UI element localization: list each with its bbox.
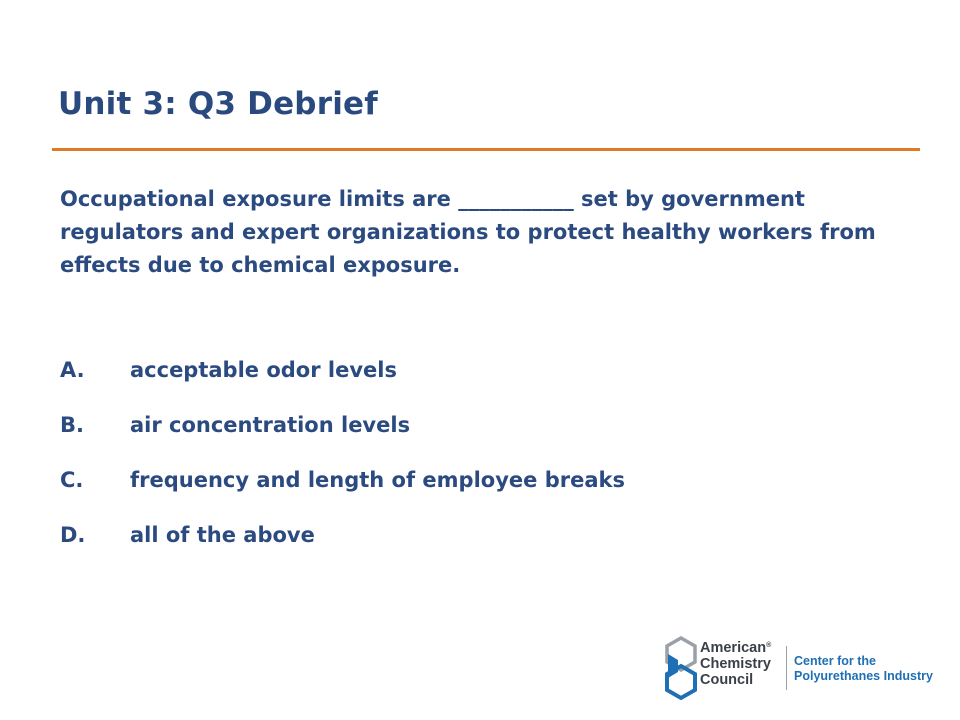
registered-mark: ® — [766, 642, 772, 649]
answer-option-c — [60, 464, 920, 519]
brand-line-3: Council — [700, 672, 754, 688]
answer-option-d — [60, 519, 920, 574]
answer-letter: A. — [60, 358, 85, 382]
answer-text: acceptable odor levels — [130, 358, 397, 382]
slide-title: Unit 3: Q3 Debrief — [58, 86, 378, 122]
question-blank: ___________ — [458, 187, 574, 211]
answer-option-b — [60, 409, 920, 464]
center-line-2: Polyurethanes Industry — [794, 669, 933, 683]
answer-list — [60, 354, 920, 574]
logo-center-text — [794, 654, 933, 684]
brand-line-2: Chemistry — [700, 656, 771, 672]
answer-letter: D. — [60, 523, 86, 547]
center-line-1: Center for the — [794, 654, 876, 668]
answer-letter: C. — [60, 468, 84, 492]
answer-text: air concentration levels — [130, 413, 411, 437]
brand-line-1: American — [700, 640, 767, 656]
question-text — [60, 183, 900, 282]
answer-option-a — [60, 354, 920, 409]
question-before-blank: Occupational exposure limits are — [60, 187, 459, 211]
logo-brand-text — [700, 640, 771, 688]
answer-text: frequency and length of employee breaks — [130, 468, 625, 492]
hexagon-mark-icon — [664, 636, 698, 702]
answer-text: all of the above — [130, 523, 315, 547]
logo-divider — [786, 646, 787, 690]
question-after-blank: set by government regulators and expert organizations to protect healthy workers from effects due to chemical exposure. — [60, 187, 876, 277]
title-divider — [52, 148, 920, 151]
acc-logo — [664, 636, 950, 702]
answer-letter: B. — [60, 413, 84, 437]
